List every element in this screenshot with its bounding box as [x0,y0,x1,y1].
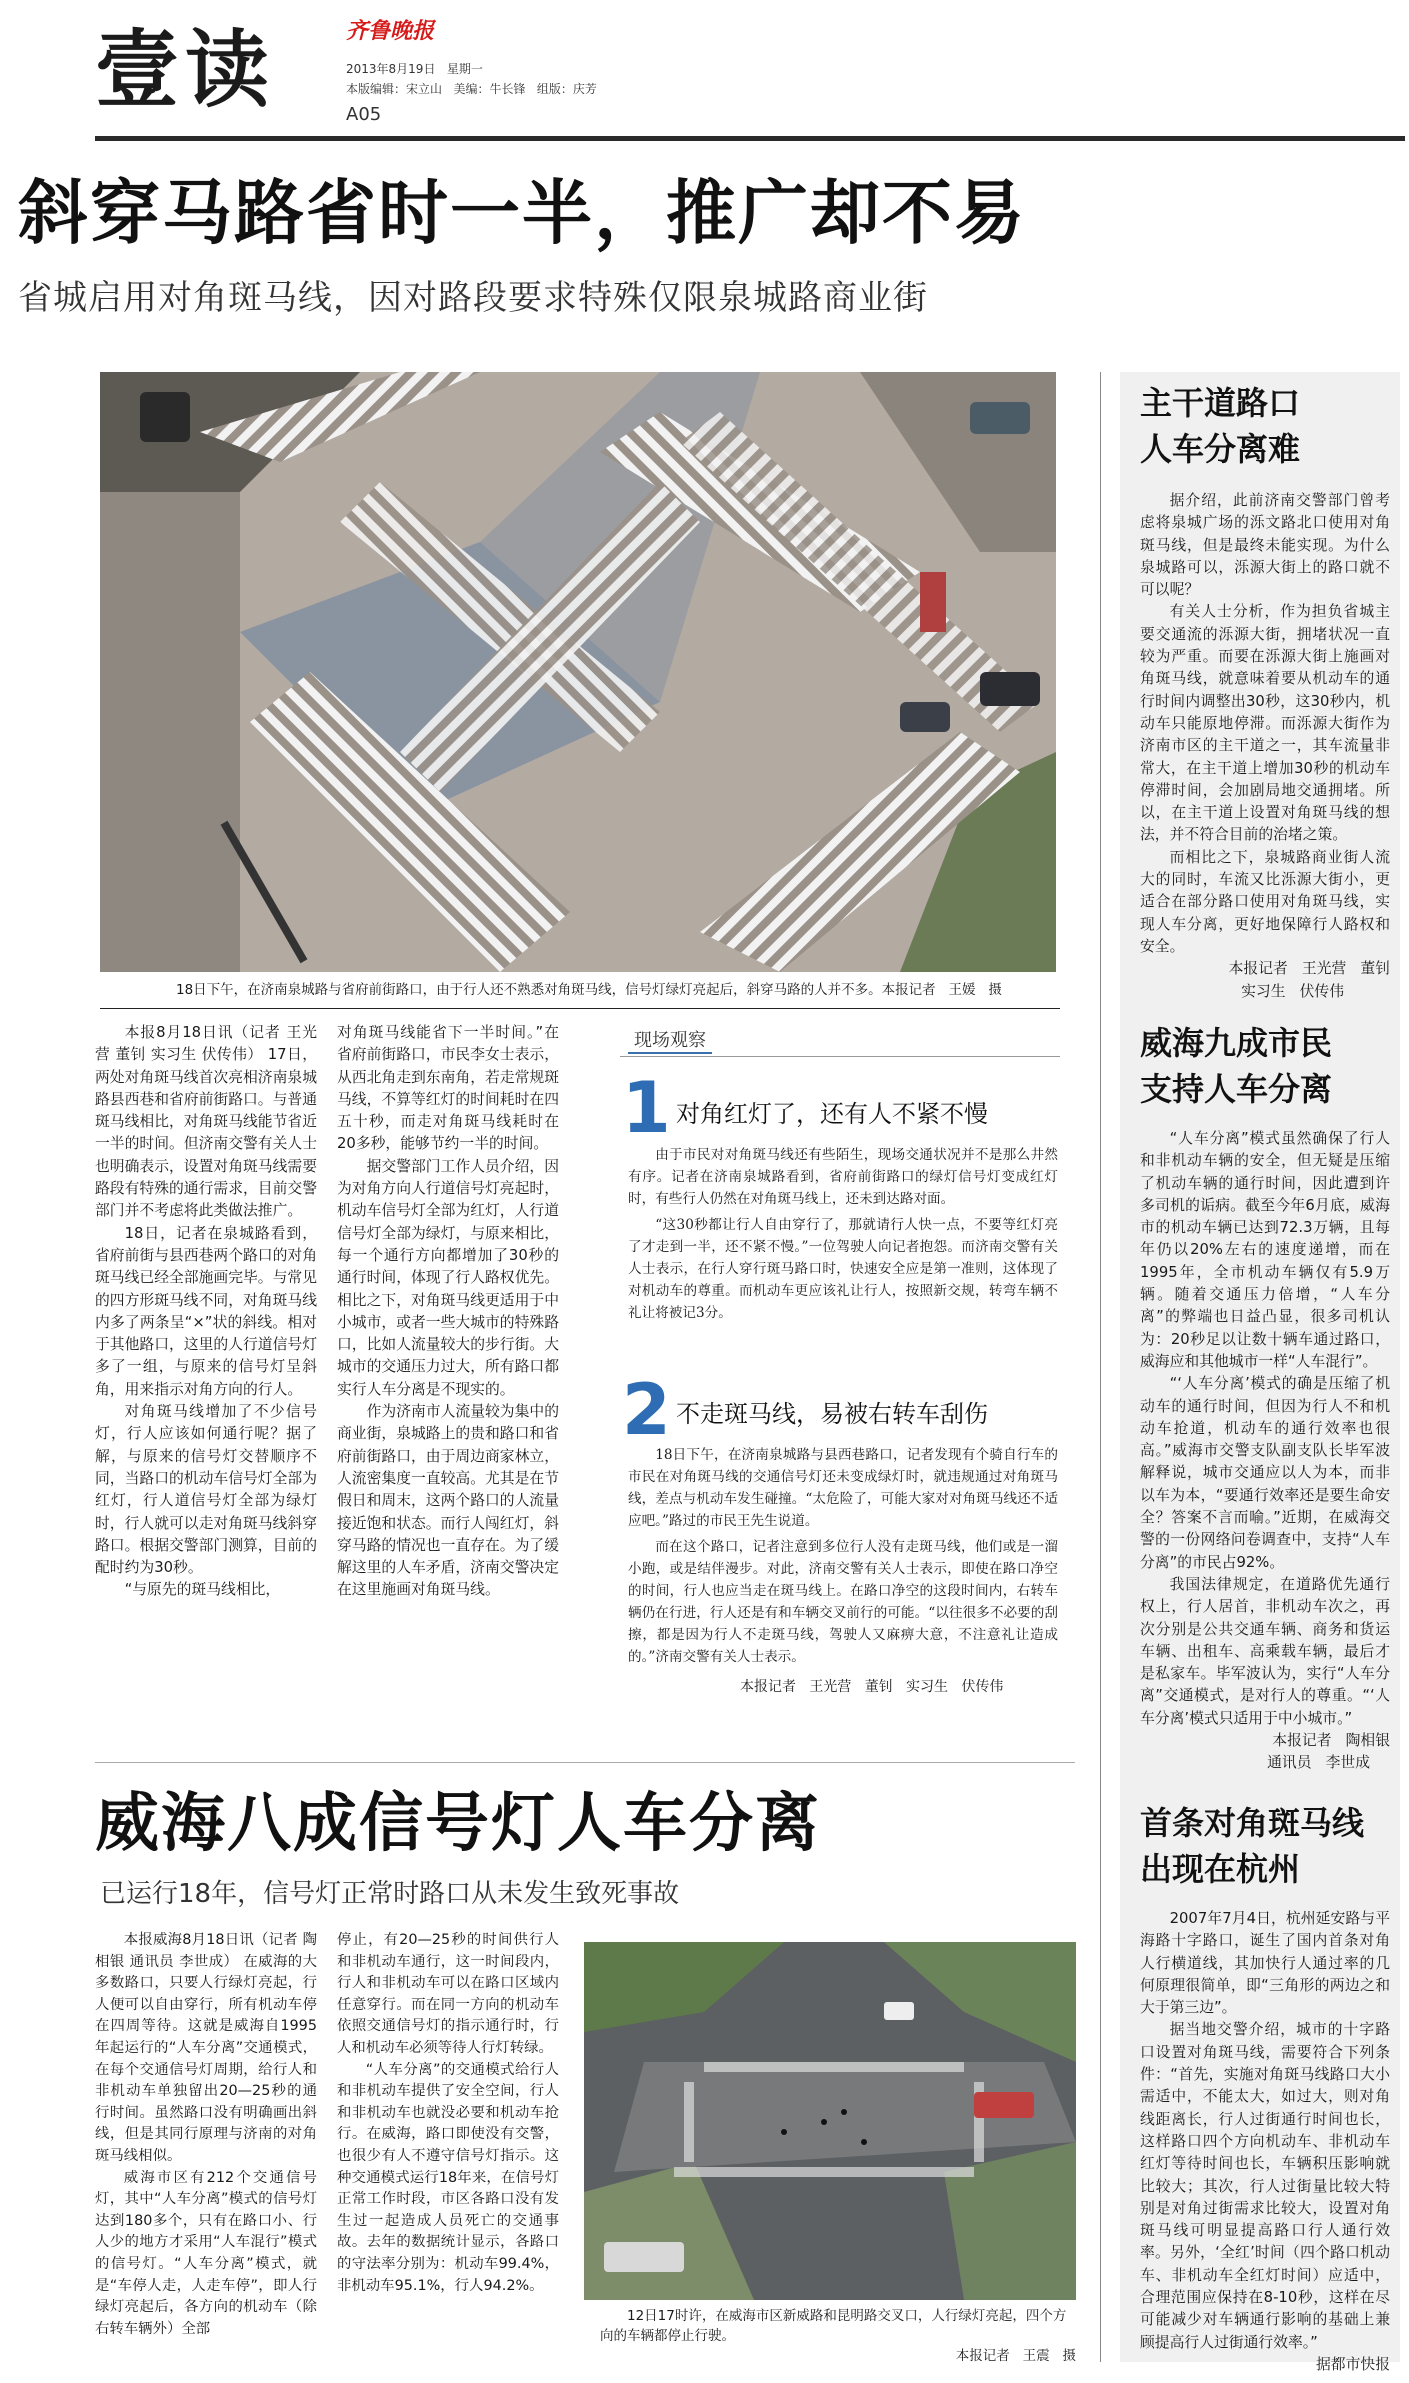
observation-label: 现场观察 [628,1026,712,1054]
sidebar-1-title [1140,380,1300,472]
second-subhead: 已运行18年，信号灯正常时路口从未发生致死事故 [100,1879,680,1909]
second-article-col2 [337,1930,559,2297]
sidebar-divider [1100,372,1101,2362]
page-number: A05 [346,104,382,125]
observation-rule [620,1056,1060,1057]
main-photo-caption: 18日下午，在济南泉城路与省府前街路口，由于行人还不熟悉对角斑马线，信号灯绿灯亮起后，斜穿马路的人并不多。本报记者 王媛 摄 [176,982,1002,998]
observation-body-2 [628,1444,1058,1668]
paragraph: “与原先的斑马线相比， [124,1581,281,1599]
observation-title-2: 不走斑马线，易被右转车刮伤 [676,1400,988,1428]
section-rule [95,1762,1075,1763]
main-photo-diagonal-crosswalk [100,372,1056,972]
masthead-rule [95,136,1405,141]
paragraph: 据当地交警介绍，城市的十字路口设置对角斑马线，需要符合下列条件：“首先，实施对角斑马线路口大小需适中，不能太大，如过大，则对角线距离长，行人过街通行时间也长，这样路口四个方向机动车、非机动车红灯等待时间也长，车辆积压影响就比较大；其次，行人过街量比较大特别是对角过街需求比较大，设置对角斑马线可明显提高路口行人通行效率。另外，‘全红’时间（四个路口机动车、非机动车全红灯时间）应适中，合理范围应保持在8-10秒，这样在尽可能减少对车辆通行影响的基础上兼顾提高行人过街通行效率。” [1140,2021,1390,2351]
section-title: 壹读 [95,20,276,119]
paragraph: “‘人车分离’模式的确是压缩了机动车的通行时间，但因为行人不和机动车抢道，机动车的通行效率也很高。”威海市交警支队副支队长毕军波解释说，城市交通应以人为本，而非以车为本，“要通行效率还是要生命安全？答案不言而喻。”近期，在威海交警的一份网络问卷调查中，支持“人车分离”的市民占92%。 [1140,1375,1390,1571]
caption-rule [100,1008,1060,1009]
second-article-col1 [95,1930,317,2340]
paragraph: 18日，记者在泉城路看到，省府前街与县西巷两个路口的对角斑马线已经全部施画完毕。与常见的四方形斑马线不同，对角斑马线内多了两条呈“×”状的斜线。相对于其他路口，这里的人行道信号灯多了一组，与原来的信号灯呈斜角，用来指示对角方向的行人。 [95,1224,317,1398]
observation-body-1 [628,1144,1058,1324]
title-line: 人车分离难 [1140,430,1301,468]
paragraph: 我国法律规定，在道路优先通行权上，行人居首，非机动车次之，再次分别是公共交通车辆、商务和货运车辆、出租车、高乘载车辆，最后才是私家车。毕军波认为，实行“人车分离”交通模式，是对行人的尊重。“‘人车分离’模式只适用于中小城市。” [1140,1575,1390,1727]
caption-line: 12日17时许，在威海市区新威路和昆明路交叉口，人行绿灯亮起，四个方向的车辆都停止行驶。 [600,2308,1067,2344]
paragraph: 对角斑马线能省下一半时间。”在省府前街路口，市民李女士表示，从西北角走到东南角，若走常规斑马线，不算等红灯的时间耗时在四五十秒，而走对角斑马线耗时在20多秒，能够节约一半的时间。 [337,1024,559,1153]
paragraph: “这30秒都让行人自由穿行了，那就请行人快一点，不要等红灯亮了才走到一半，还不紧不慢。”一位驾驶人向记者抱怨。而济南交警有关人士表示，在行人穿行斑马路口时，快速安全应是第一准则，这体现了对机动车的尊重。而机动车更应该礼让行人，按照新交规，转弯车辆不礼让将被记3分。 [628,1217,1058,1321]
main-subhead: 省城启用对角斑马线，因对路段要求特殊仅限泉城路商业街 [18,278,928,318]
byline: 据都市快报 [1316,2355,1390,2373]
weihai-intersection-photo [584,1942,1076,2300]
editor-credits: 本版编辑：宋立山 美编：牛长锋 组版：庆芳 [346,82,597,96]
main-article-col1 [95,1022,317,1602]
paragraph: 而相比之下，泉城路商业街人流大的同时，车流又比泺源大街小，更适合在部分路口使用对角斑马线，实现人车分离，更好地保障行人路权和安全。 [1140,848,1390,955]
paragraph: 据介绍，此前济南交警部门曾考虑将泉城广场的泺文路北口使用对角斑马线，但是最终未能实现。为什么泉城路可以，泺源大街上的路口就不可以呢？ [1140,492,1390,599]
paragraph: 由于市民对对角斑马线还有些陌生，现场交通状况并不是那么井然有序。记者在济南泉城路看到，省府前街路口的绿灯信号灯变成红灯时，有些行人仍然在对角斑马线上，还未到达路对面。 [628,1147,1058,1207]
byline: 本报记者 陶相银 [1272,1732,1390,1750]
byline: 通讯员 李世成 [1267,1754,1370,1772]
title-line: 支持人车分离 [1140,1070,1333,1108]
weihai-photo-caption [600,2306,1076,2366]
sidebar-1-body [1140,490,1390,1003]
title-line: 出现在杭州 [1140,1850,1301,1888]
issue-date: 2013年8月19日 星期一 [346,62,483,76]
observation-title-1: 对角红灯了，还有人不紧不慢 [676,1100,988,1128]
paragraph: 对角斑马线增加了不少信号灯，行人应该如何通行呢？据了解，与原来的信号灯交替顺序不同，当路口的机动车信号灯全部为红灯，行人道信号灯全部为绿灯时，行人就可以走对角斑马线斜穿路口。根据交警部门测算，目前的配时约为30秒。 [95,1403,317,1577]
paragraph: 作为济南市人流量较为集中的商业街，泉城路上的贵和路口和省府前街路口，由于周边商家林立，人流密集度一直较高。尤其是在节假日和周末，这两个路口的人流量接近饱和状态。而行人闯红灯，斜穿马路的情况也一直存在。为了缓解这里的人车矛盾，济南交警决定在这里施画对角斑马线。 [337,1403,559,1599]
caption-credit: 本报记者 王震 摄 [955,2348,1076,2364]
title-line: 主干道路口 [1140,384,1301,422]
byline: 实习生 伏传伟 [1241,982,1344,1000]
paragraph: 本报威海8月18日讯（记者 陶相银 通讯员 李世成） 在威海的大多数路口，只要人行绿灯亮起，行人便可以自由穿行，所有机动车停在四周等待。这就是威海自1995年起运行的“人车分离”交通模式，在每个交通信号灯周期，给行人和非机动车单独留出20—25秒的通行时间。虽然路口没有明确画出斜线，但是其同行原理与济南的对角斑马线相似。 [95,1932,317,2164]
sidebar-2-title [1140,1020,1332,1112]
byline: 本报记者 王光营 董钊 [1228,960,1390,978]
paragraph: 而在这个路口，记者注意到多位行人没有走斑马线，他们或是一溜小跑，或是结伴漫步。对此，济南交警有关人士表示，即使在路口净空的时间，行人也应当走在斑马线上。在路口净空的这段时间内，右转车辆仍在行进，行人还是有和车辆交叉前行的可能。“以往很多不必要的刮擦，都是因为行人不走斑马线，驾驶人又麻痹大意，不注意礼让造成的。”济南交警有关人士表示。 [628,1539,1058,1665]
paragraph: “人车分离”的交通模式给行人和非机动车提供了安全空间，行人和非机动车也就没必要和机动车抢行。在威海，路口即使没有交警，也很少有人不遵守信号灯指示。这种交通模式运行18年来，在信号灯正常工作时段，市区各路口没有发生过一起造成人员死亡的交通事故。去年的数据统计显示，各路口的守法率分别为：机动车99.4%，非机动车95.1%，行人94.2%。 [337,2061,559,2294]
sidebar-2-body [1140,1128,1390,1775]
second-headline: 威海八成信号灯人车分离 [95,1787,821,1861]
paragraph: 据交警部门工作人员介绍，因为对角方向人行道信号灯亮起时，机动车信号灯全部为红灯，人行道信号灯全部为绿灯，与原来相比，每一个通行方向都增加了30秒的通行时间，体现了行人路权优先。相比之下，对角斑马线更适用于中小城市，或者一些大城市的特殊路口，比如人流量较大的步行街。大城市的交通压力过大，所有路口都实行人车分离是不现实的。 [337,1157,559,1398]
title-line: 首条对角斑马线 [1140,1804,1365,1842]
main-article-col2 [337,1022,559,1602]
paragraph: 本报8月18日讯（记者 王光营 董钊 实习生 伏传伟） 17日，两处对角斑马线首次亮相济南泉城路县西巷和省府前街路口。与普通斑马线相比，对角斑马线能节省近一半的时间。但济南交警有关人士也明确表示，设置对角斑马线需要路段有特殊的通行需求，目前交警部门并不考虑将此类做法推广。 [95,1024,317,1220]
paragraph: 停止，有20—25秒的时间供行人和非机动车通行，这一时间段内，行人和非机动车可以在路口区域内任意穿行。而在同一方向的机动车依照交通信号灯的指示通行时，行人和机动车必须等待人行灯转绿。 [337,1932,559,2056]
paragraph: 有关人士分析，作为担负省城主要交通流的泺源大街，拥堵状况一直较为严重。而要在泺源大街上施画对角斑马线，就意味着要从机动车的通行时间内调整出30秒，这30秒内，机动车只能原地停滞。而泺源大街作为济南市区的主干道之一，其车流量非常大，在主干道上增加30秒的机动车停滞时间，会加剧局地交通拥堵。所以，在主干道上设置对角斑马线的想法，并不符合目前的治堵之策。 [1140,603,1390,844]
paragraph: “人车分离”模式虽然确保了行人和非机动车辆的安全，但无疑是压缩了机动车辆的通行时间，因此遭到许多司机的诟病。截至今年6月底，威海市的机动车辆已达到72.3万辆，且每年仍以20%左右的速度递增，而在1995年，全市机动车辆仅有5.9万辆。随着交通压力倍增，“人车分离”的弊端也日益凸显，很多司机认为：20秒足以让数十辆车通过路口，威海应和其他城市一样“人车混行”。 [1140,1130,1390,1370]
observation-number-1: 1 [622,1067,671,1149]
observation-number-2: 2 [622,1369,671,1451]
sidebar-3-body [1140,1908,1390,2376]
observation-byline: 本报记者 王光营 董钊 实习生 伏传伟 [740,1679,1004,1695]
paragraph: 2007年7月4日，杭州延安路与平海路十字路口，诞生了国内首条对角人行横道线，其加快行人通过率的几何原理很简单，即“三角形的两边之和大于第三边”。 [1140,1910,1390,2017]
newspaper-logo: 齐鲁晚报 [346,18,435,44]
paragraph: 18日下午，在济南泉城路与县西巷路口，记者发现有个骑自行车的市民在对角斑马线的交通信号灯还未变成绿灯时，就违规通过对角斑马线，差点与机动车发生碰撞。“太危险了，可能大家对对角斑马线还不适应吧。”路过的市民王先生说道。 [628,1447,1058,1529]
sidebar-3-title [1140,1800,1364,1892]
title-line: 威海九成市民 [1140,1024,1333,1062]
main-headline: 斜穿马路省时一半，推广却不易 [18,172,1026,254]
paragraph: 威海市区有212个交通信号灯，其中“人车分离”模式的信号灯达到180多个，只有在路口小、行人少的地方才采用“人车混行”模式的信号灯。“人车分离”模式，就是“车停人走，人走车停”，即人行绿灯亮起后，各方向的机动车（除右转车辆外）全部 [95,2169,317,2337]
